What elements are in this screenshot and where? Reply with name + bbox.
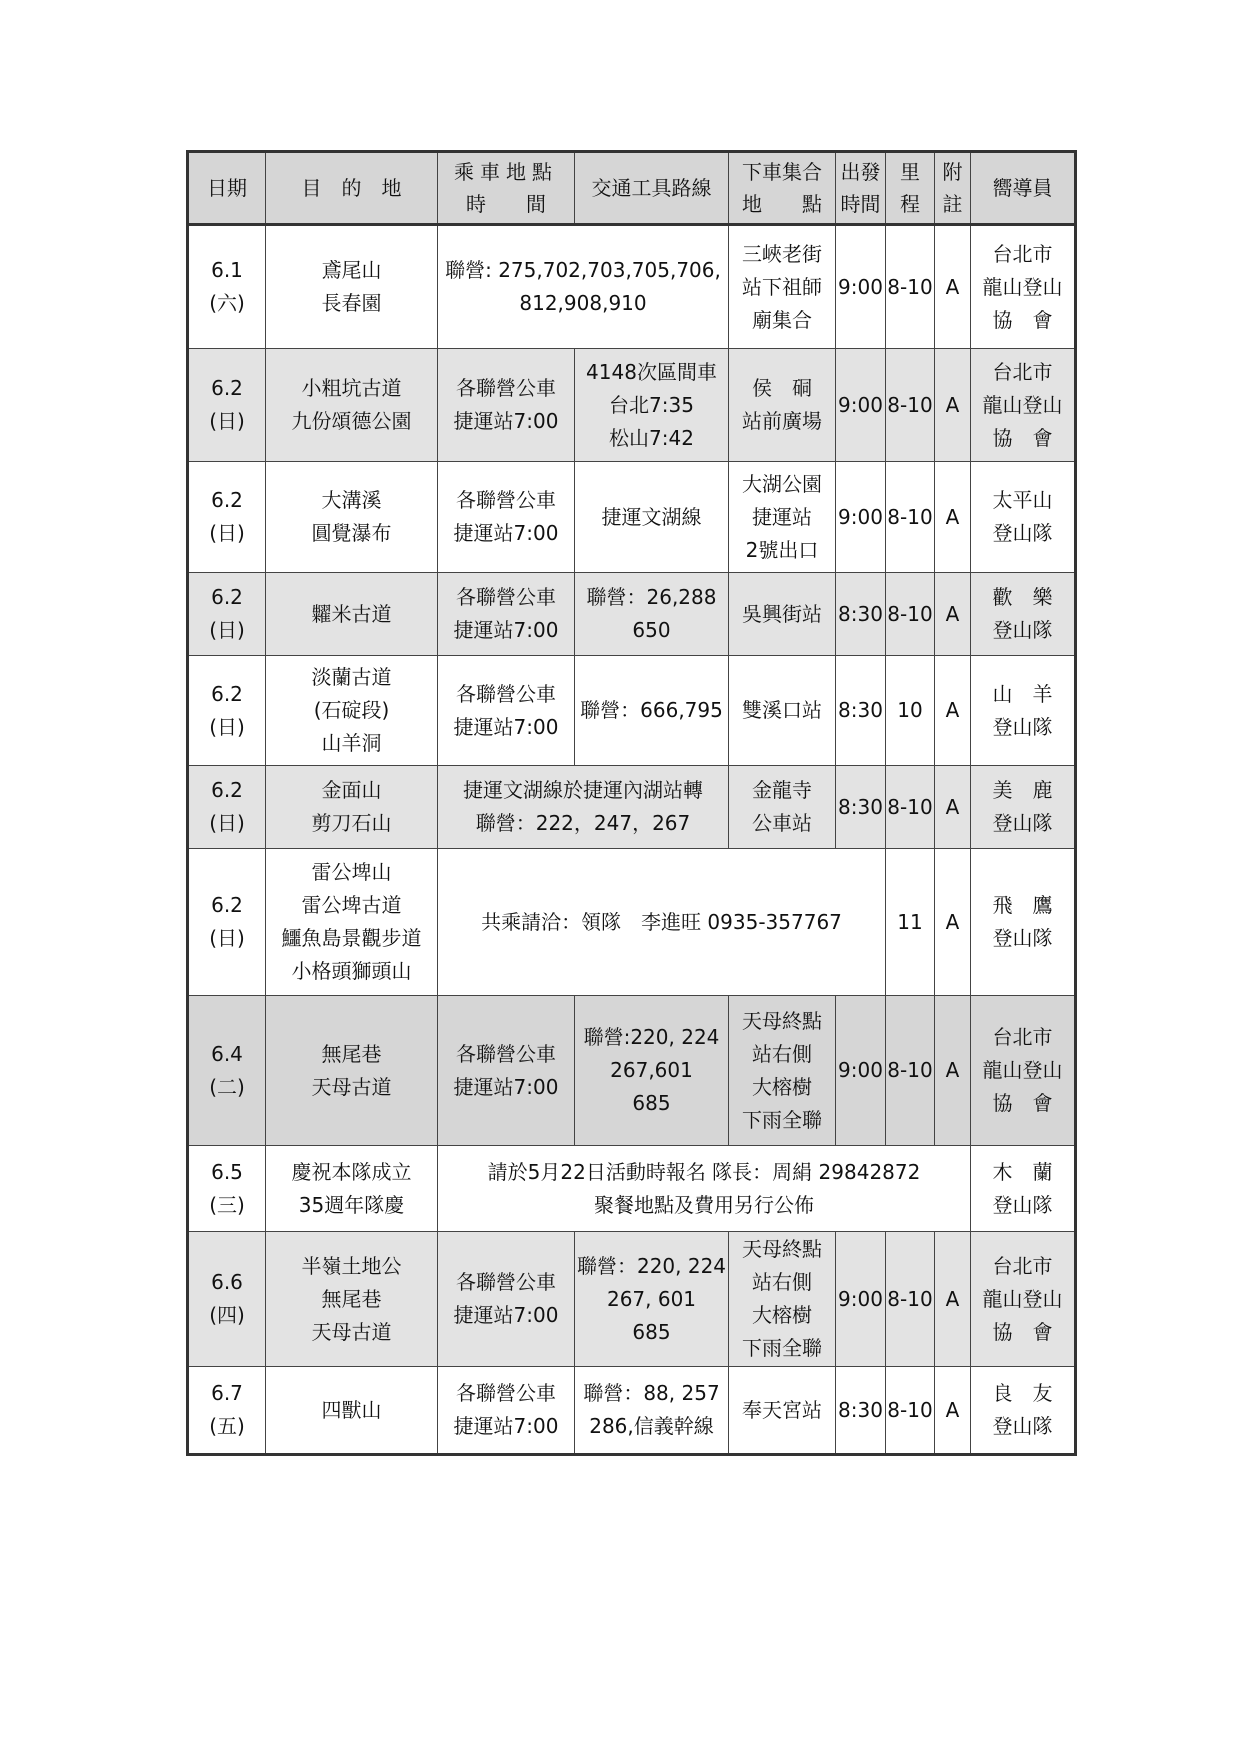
guide-cell-line: 台北市 xyxy=(992,241,1053,266)
destination-cell xyxy=(266,849,438,996)
guide-cell-line: 登山隊 xyxy=(992,1192,1053,1217)
destination-cell xyxy=(266,996,438,1146)
start-time-cell: 8:30 xyxy=(836,656,886,766)
boarding-cell xyxy=(438,462,575,573)
boarding-cell xyxy=(438,573,575,656)
boarding-route-cell-line: 聯營：222，247，267 xyxy=(475,811,691,835)
destination-cell xyxy=(266,656,438,766)
guide-cell-line: 台北市 xyxy=(992,1025,1053,1049)
boarding-cell-line: 捷運站7:00 xyxy=(453,714,559,739)
boarding-cell xyxy=(438,996,575,1146)
boarding-cell-line: 各聯營公車 xyxy=(456,681,556,706)
meeting-point-cell-line: 下雨全聯 xyxy=(742,1107,822,1132)
route-cell xyxy=(575,462,729,573)
destination-cell-line: 雷公埤古道 xyxy=(301,893,402,917)
route-cell-line: 650 xyxy=(632,618,671,642)
guide-cell xyxy=(971,573,1076,656)
destination-cell xyxy=(266,1232,438,1367)
guide-cell-line: 協 會 xyxy=(992,307,1053,332)
start-time-cell: 8:30 xyxy=(836,573,886,656)
guide-cell-line: 台北市 xyxy=(992,1253,1053,1278)
table-row xyxy=(188,225,1076,349)
header-meeting-point: 下車集合 地 點 xyxy=(729,152,836,225)
guide-cell-line: 登山隊 xyxy=(992,618,1053,642)
guide-cell-line: 協 會 xyxy=(992,1319,1053,1344)
route-cell-line: 聯營：666,795 xyxy=(580,698,723,722)
note-cell: A xyxy=(935,225,971,349)
distance-cell: 8-10 xyxy=(886,996,935,1146)
start-time-cell: 9:00 xyxy=(836,462,886,573)
guide-cell-line: 木 蘭 xyxy=(992,1159,1053,1184)
guide-cell xyxy=(971,849,1076,996)
destination-cell-line: 雷公埤山 xyxy=(311,860,392,884)
note-cell: A xyxy=(935,996,971,1146)
date-cell-line: (日) xyxy=(209,811,245,835)
header-boarding: 乘車地點 時 間 xyxy=(438,152,575,225)
destination-cell xyxy=(266,766,438,849)
destination-cell xyxy=(266,573,438,656)
table-row xyxy=(188,462,1076,573)
start-time-cell: 9:00 xyxy=(836,225,886,349)
guide-cell xyxy=(971,349,1076,462)
date-cell xyxy=(188,1232,266,1367)
meeting-point-cell-line: 大湖公園 xyxy=(742,471,822,496)
table-row xyxy=(188,1146,1076,1232)
destination-cell-line: 九份頌德公園 xyxy=(291,409,412,433)
destination-cell-line: 半嶺土地公 xyxy=(301,1253,402,1278)
boarding-cell xyxy=(438,1367,575,1455)
boarding-cell-line: 捷運站7:00 xyxy=(453,1074,559,1099)
date-cell xyxy=(188,225,266,349)
meeting-point-cell-line: 侯 硐 xyxy=(752,376,812,400)
destination-cell-line: 四獸山 xyxy=(321,1397,382,1422)
date-cell-line: 6.2 xyxy=(211,778,243,802)
guide-cell-line: 太平山 xyxy=(992,488,1053,512)
date-cell-line: (日) xyxy=(209,409,245,433)
guide-cell-line: 龍山登山 xyxy=(982,392,1063,417)
start-time-cell: 8:30 xyxy=(836,766,886,849)
meeting-point-cell xyxy=(729,225,836,349)
distance-cell: 10 xyxy=(886,656,935,766)
date-cell xyxy=(188,462,266,573)
route-cell-line: 松山7:42 xyxy=(609,425,694,450)
meeting-point-cell xyxy=(729,1367,836,1455)
guide-cell-line: 歡 樂 xyxy=(992,585,1053,609)
date-cell-line: 6.2 xyxy=(211,488,243,512)
meeting-point-cell xyxy=(729,462,836,573)
destination-cell-line: 小格頭獅頭山 xyxy=(291,959,412,983)
distance-cell: 8-10 xyxy=(886,573,935,656)
distance-cell: 8-10 xyxy=(886,1367,935,1455)
boarding-route-cell-line: 捷運文湖線於捷運內湖站轉 xyxy=(463,778,703,802)
route-cell xyxy=(575,573,729,656)
destination-cell xyxy=(266,1146,438,1232)
guide-cell-line: 飛 鷹 xyxy=(992,893,1053,917)
date-cell-line: 6.2 xyxy=(211,681,243,706)
meeting-point-cell-line: 站右側 xyxy=(752,1041,812,1066)
guide-cell-line: 登山隊 xyxy=(992,521,1053,545)
meeting-point-cell-line: 天母終點 xyxy=(742,1008,822,1033)
date-cell-line: 6.2 xyxy=(211,893,243,917)
guide-cell-line: 龍山登山 xyxy=(982,1286,1063,1311)
table-row xyxy=(188,766,1076,849)
route-cell-line: 4148次區間車 xyxy=(586,359,717,384)
table-row xyxy=(188,573,1076,656)
meeting-point-cell xyxy=(729,656,836,766)
route-cell-line: 267,601 xyxy=(610,1058,693,1082)
schedule-table xyxy=(186,150,1077,1456)
start-time-cell: 8:30 xyxy=(836,1367,886,1455)
boarding-cell xyxy=(438,1232,575,1367)
route-cell-line: 685 xyxy=(632,1319,671,1344)
date-cell xyxy=(188,849,266,996)
date-cell-line: (日) xyxy=(209,926,245,950)
destination-cell-line: 山羊洞 xyxy=(321,731,382,755)
start-time-cell: 9:00 xyxy=(836,1232,886,1367)
meeting-point-cell-line: 金龍寺 xyxy=(752,778,812,802)
note-cell: A xyxy=(935,573,971,656)
meeting-point-cell-line: 天母終點 xyxy=(742,1237,822,1261)
guide-cell-line: 登山隊 xyxy=(992,926,1053,950)
guide-cell xyxy=(971,996,1076,1146)
note-cell: A xyxy=(935,766,971,849)
destination-cell-line: 大溝溪 xyxy=(321,488,382,512)
route-cell-line: 267, 601 xyxy=(606,1286,697,1311)
guide-cell-line: 協 會 xyxy=(992,425,1053,450)
boarding-route-cell-line: 812,908,910 xyxy=(519,291,647,315)
note-cell: A xyxy=(935,349,971,462)
meeting-point-cell-line: 站前廣場 xyxy=(742,409,822,433)
meeting-point-cell-line: 2號出口 xyxy=(745,537,819,562)
note-cell: A xyxy=(935,849,971,996)
boarding-route-cell xyxy=(438,225,729,349)
boarding-cell-line: 捷運站7:00 xyxy=(453,521,559,545)
meeting-point-cell xyxy=(729,349,836,462)
distance-cell: 8-10 xyxy=(886,349,935,462)
guide-cell xyxy=(971,1367,1076,1455)
header-date: 日期 xyxy=(188,152,266,225)
date-cell-line: (日) xyxy=(209,521,245,545)
destination-cell-line: 鱷魚島景觀步道 xyxy=(281,926,422,950)
destination-cell-line: 長春園 xyxy=(321,291,382,315)
meeting-point-cell xyxy=(729,1232,836,1367)
guide-cell xyxy=(971,225,1076,349)
guide-cell-line: 登山隊 xyxy=(992,811,1053,835)
route-cell xyxy=(575,656,729,766)
boarding-cell-line: 各聯營公車 xyxy=(456,1041,556,1066)
header-start-time: 出發 時間 xyxy=(836,152,886,225)
meeting-point-cell-line: 公車站 xyxy=(752,811,812,835)
destination-cell-line: 無尾巷 xyxy=(321,1286,382,1311)
header-note: 附 註 xyxy=(935,152,971,225)
boarding-cell xyxy=(438,656,575,766)
date-cell xyxy=(188,656,266,766)
meeting-point-cell-line: 下雨全聯 xyxy=(742,1336,822,1360)
route-cell-line: 聯營：26,288 xyxy=(586,585,717,609)
boarding-cell-line: 捷運站7:00 xyxy=(453,1303,559,1327)
meeting-point-cell-line: 吳興街站 xyxy=(742,601,822,626)
destination-cell-line: 金面山 xyxy=(321,778,382,802)
notice-cell-line: 聚餐地點及費用另行公佈 xyxy=(594,1192,814,1217)
boarding-route-cell xyxy=(438,766,729,849)
note-cell: A xyxy=(935,656,971,766)
destination-cell xyxy=(266,349,438,462)
guide-cell-line: 龍山登山 xyxy=(982,274,1063,299)
table-row xyxy=(188,656,1076,766)
start-time-cell: 9:00 xyxy=(836,349,886,462)
guide-cell-line: 登山隊 xyxy=(992,1414,1053,1438)
start-time-cell: 9:00 xyxy=(836,996,886,1146)
date-cell-line: (六) xyxy=(209,291,245,315)
destination-cell-line: 小粗坑古道 xyxy=(301,376,402,400)
destination-cell-line: 糶米古道 xyxy=(311,601,392,626)
meeting-point-cell-line: 站右側 xyxy=(752,1270,812,1294)
route-cell-line: 聯營：220, 224 xyxy=(576,1253,727,1278)
destination-cell-line: 天母古道 xyxy=(311,1319,392,1344)
route-cell xyxy=(575,1367,729,1455)
meeting-point-cell xyxy=(729,996,836,1146)
meeting-point-cell-line: 三峽老街 xyxy=(742,241,822,266)
date-cell-line: 6.5 xyxy=(211,1159,243,1184)
date-cell-line: 6.4 xyxy=(211,1041,243,1066)
destination-cell-line: 天母古道 xyxy=(311,1074,392,1099)
destination-cell-line: (石碇段) xyxy=(313,698,390,722)
distance-cell: 8-10 xyxy=(886,462,935,573)
guide-cell xyxy=(971,656,1076,766)
route-cell-line: 捷運文湖線 xyxy=(601,504,702,529)
date-cell xyxy=(188,766,266,849)
boarding-cell-line: 各聯營公車 xyxy=(456,488,556,512)
distance-cell: 8-10 xyxy=(886,766,935,849)
date-cell xyxy=(188,1146,266,1232)
guide-cell-line: 台北市 xyxy=(992,359,1053,384)
header-destination: 目 的 地 xyxy=(266,152,438,225)
boarding-route-cell-line: 聯營: 275,702,703,705,706, xyxy=(445,258,721,282)
guide-cell-line: 龍山登山 xyxy=(982,1058,1063,1082)
guide-cell-line: 登山隊 xyxy=(992,714,1053,739)
guide-cell-line: 良 友 xyxy=(992,1381,1053,1405)
boarding-cell-line: 捷運站7:00 xyxy=(453,409,559,433)
date-cell xyxy=(188,996,266,1146)
route-cell-line: 286,信義幹線 xyxy=(589,1414,714,1438)
notice-cell xyxy=(438,1146,971,1232)
route-cell-line: 685 xyxy=(632,1091,671,1115)
date-cell-line: 6.1 xyxy=(211,258,243,282)
destination-cell xyxy=(266,462,438,573)
boarding-cell xyxy=(438,349,575,462)
distance-cell: 8-10 xyxy=(886,225,935,349)
destination-cell-line: 鳶尾山 xyxy=(321,258,382,282)
route-cell-line: 台北7:35 xyxy=(609,392,694,417)
route-cell-line: 聯營：88, 257 xyxy=(583,1381,720,1405)
note-cell: A xyxy=(935,462,971,573)
destination-cell xyxy=(266,1367,438,1455)
date-cell-line: (三) xyxy=(209,1192,245,1217)
boarding-cell-line: 各聯營公車 xyxy=(456,1270,556,1294)
destination-cell xyxy=(266,225,438,349)
contact-cell: 共乘請洽：領隊 李進旺 0935-357767 xyxy=(438,849,886,996)
boarding-cell-line: 各聯營公車 xyxy=(456,585,556,609)
date-cell-line: 6.2 xyxy=(211,376,243,400)
meeting-point-cell-line: 奉天宮站 xyxy=(742,1397,822,1422)
date-cell-line: (日) xyxy=(209,618,245,642)
guide-cell-line: 美 鹿 xyxy=(992,778,1053,802)
boarding-cell-line: 各聯營公車 xyxy=(456,376,556,400)
destination-cell-line: 慶祝本隊成立 xyxy=(291,1159,412,1184)
boarding-cell-line: 捷運站7:00 xyxy=(453,1414,559,1438)
table-body xyxy=(188,225,1076,1455)
destination-cell-line: 剪刀石山 xyxy=(311,811,392,835)
date-cell-line: (日) xyxy=(209,714,245,739)
note-cell: A xyxy=(935,1367,971,1455)
guide-cell-line: 山 羊 xyxy=(992,681,1053,706)
note-cell: A xyxy=(935,1232,971,1367)
table-row xyxy=(188,349,1076,462)
notice-cell-line: 請於5月22日活動時報名 隊長：周絹 29842872 xyxy=(487,1159,921,1184)
destination-cell-line: 圓覺瀑布 xyxy=(311,521,392,545)
header-route: 交通工具路線 xyxy=(575,152,729,225)
meeting-point-cell-line: 捷運站 xyxy=(752,504,812,529)
meeting-point-cell-line: 站下祖師 xyxy=(742,274,822,299)
route-cell xyxy=(575,1232,729,1367)
date-cell xyxy=(188,573,266,656)
meeting-point-cell xyxy=(729,573,836,656)
guide-cell xyxy=(971,1146,1076,1232)
meeting-point-cell-line: 大榕樹 xyxy=(752,1074,812,1099)
table-row xyxy=(188,849,1076,996)
header-guide: 嚮導員 xyxy=(971,152,1076,225)
meeting-point-cell xyxy=(729,766,836,849)
destination-cell-line: 無尾巷 xyxy=(321,1041,382,1066)
header-distance: 里 程 xyxy=(886,152,935,225)
meeting-point-cell-line: 雙溪口站 xyxy=(742,698,822,722)
table-row xyxy=(188,1367,1076,1455)
route-cell xyxy=(575,349,729,462)
date-cell-line: (二) xyxy=(209,1074,245,1099)
table-row xyxy=(188,1232,1076,1367)
date-cell xyxy=(188,349,266,462)
guide-cell xyxy=(971,1232,1076,1367)
distance-cell: 11 xyxy=(886,849,935,996)
guide-cell xyxy=(971,766,1076,849)
boarding-cell-line: 各聯營公車 xyxy=(456,1381,556,1405)
destination-cell-line: 35週年隊慶 xyxy=(298,1192,405,1217)
route-cell xyxy=(575,996,729,1146)
date-cell xyxy=(188,1367,266,1455)
date-cell-line: 6.7 xyxy=(211,1381,243,1405)
distance-cell: 8-10 xyxy=(886,1232,935,1367)
route-cell-line: 聯營:220, 224 xyxy=(583,1025,720,1049)
meeting-point-cell-line: 廟集合 xyxy=(752,307,812,332)
date-cell-line: (四) xyxy=(209,1303,245,1327)
table-header xyxy=(188,152,1076,225)
date-cell-line: 6.2 xyxy=(211,585,243,609)
boarding-cell-line: 捷運站7:00 xyxy=(453,618,559,642)
date-cell-line: 6.6 xyxy=(211,1270,243,1294)
date-cell-line: (五) xyxy=(209,1414,245,1438)
table-row xyxy=(188,996,1076,1146)
destination-cell-line: 淡蘭古道 xyxy=(311,665,392,689)
meeting-point-cell-line: 大榕樹 xyxy=(752,1303,812,1327)
guide-cell-line: 協 會 xyxy=(992,1091,1053,1115)
guide-cell xyxy=(971,462,1076,573)
